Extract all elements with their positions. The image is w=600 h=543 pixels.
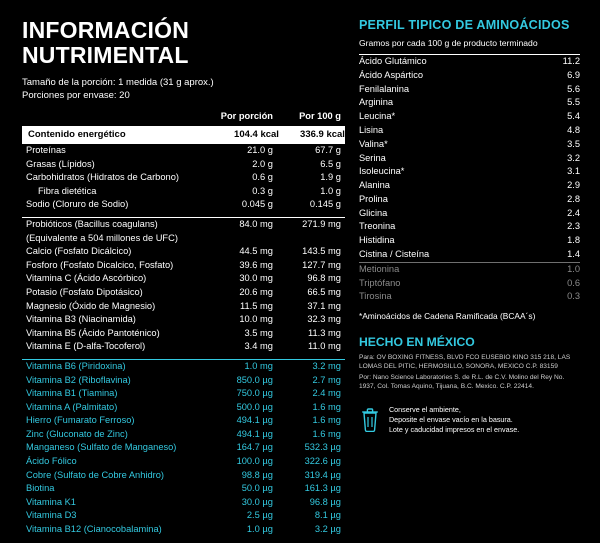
nutrient-name: Vitamina B6 (Piridoxina) xyxy=(22,359,211,373)
table-row xyxy=(359,179,580,193)
nutrient-name: Vitamina B2 (Riboflavina) xyxy=(26,374,131,385)
nutrient-per-100g: 66.5 mg xyxy=(307,286,341,297)
nutrient-per-portion: 500.0 µg xyxy=(236,401,273,412)
nutrition-column xyxy=(22,18,345,537)
nutrient-per-100g: 319.4 µg xyxy=(304,469,341,480)
table-row xyxy=(359,83,580,97)
table-row xyxy=(359,165,580,179)
table-row xyxy=(359,55,580,69)
table-row xyxy=(22,185,345,199)
nutrient-per-portion: 164.7 µg xyxy=(236,442,273,453)
nutrient-name: Fosforo (Fosfato Dicalcico, Fosfato) xyxy=(26,259,174,270)
amino-value: 2.9 xyxy=(567,180,580,191)
nutrient-per-portion: 2.5 µg xyxy=(246,510,273,521)
nutrient-per-100g: 0.145 g xyxy=(309,199,341,210)
amino-value: 5.5 xyxy=(567,97,580,108)
energy-per-portion: 104.4 kcal xyxy=(234,128,279,140)
nutrient-per-100g: 2.4 mg xyxy=(312,388,341,399)
amino-name: Isoleucina* xyxy=(358,166,405,177)
nutrient-per-portion: 20.6 mg xyxy=(239,286,273,297)
nutrient-per-portion: 44.5 mg xyxy=(239,246,273,257)
amino-value: 2.4 xyxy=(567,207,580,218)
amino-value: 2.8 xyxy=(567,193,580,204)
amino-title: PERFIL TIPICO DE AMINOÁCIDOS xyxy=(358,18,570,32)
amino-column xyxy=(345,18,580,537)
nutrient-per-100g: 322.6 µg xyxy=(304,456,341,467)
nutrient-name: Zinc (Gluconato de Zinc) xyxy=(26,428,128,439)
amino-value: 4.8 xyxy=(567,125,580,135)
table-row xyxy=(22,313,345,327)
servings-per-container: Porciones por envase: 20 xyxy=(22,90,130,101)
table-row xyxy=(359,220,580,234)
amino-value: 11.2 xyxy=(540,55,580,69)
nutrient-name: Fibra dietética xyxy=(38,185,97,196)
amino-subtitle: Gramos por cada 100 g de producto terminado xyxy=(358,38,538,48)
table-header-row xyxy=(22,110,345,126)
table-row xyxy=(22,340,345,354)
portion-size: Tamaño de la porción: 1 medida (31 g aprox.) xyxy=(22,77,214,88)
table-row xyxy=(22,373,345,387)
table-row xyxy=(22,428,345,442)
nutrient-per-100g: 8.1 µg xyxy=(314,510,341,521)
amino-value: 3.2 xyxy=(567,152,580,163)
amino-name: Triptófano xyxy=(358,277,401,288)
amino-name: Prolina xyxy=(358,193,388,204)
nutrient-per-portion: 10.0 mg xyxy=(239,314,273,325)
nutrient-per-100g: 96.8 µg xyxy=(309,496,341,507)
amino-value: 1.0 xyxy=(540,262,580,276)
nutrient-per-portion: 1.0 mg xyxy=(211,359,279,373)
table-row xyxy=(22,469,345,483)
energy-row xyxy=(22,126,345,144)
eco-line-3: Lote y caducidad impresos en el envase. xyxy=(388,425,520,435)
amino-name: Cistina / Cisteína xyxy=(358,249,430,260)
nutrient-per-100g: 67.7 g xyxy=(279,143,345,157)
page-title: INFORMACIÓN NUTRIMENTAL xyxy=(22,17,190,68)
table-row xyxy=(22,217,345,231)
nutrient-per-100g: 1.9 g xyxy=(320,172,341,183)
amino-name: Fenilalanina xyxy=(358,83,410,94)
table-row xyxy=(22,198,345,212)
nutrient-per-100g: 6.5 g xyxy=(320,158,341,169)
nutrient-name: Vitamina B5 (Ácido Pantoténico) xyxy=(26,327,160,338)
eco-line-1: Conserve el ambiente, xyxy=(388,405,461,415)
nutrient-per-100g: 127.7 mg xyxy=(302,259,341,270)
nutrient-per-portion: 0.045 g xyxy=(241,199,273,210)
nutrient-per-100g: 32.3 mg xyxy=(307,314,341,325)
amino-name: Arginina xyxy=(358,97,394,108)
amino-value: 1.4 xyxy=(567,249,580,260)
table-row xyxy=(359,138,580,152)
nutrient-per-portion: 98.8 µg xyxy=(241,469,273,480)
amino-value: 5.6 xyxy=(567,83,580,94)
amino-value: 3.1 xyxy=(567,166,580,177)
col-header-blank xyxy=(22,110,211,126)
nutrient-name: Ácido Fólico xyxy=(26,456,77,467)
table-row xyxy=(22,143,345,157)
table-row xyxy=(22,171,345,185)
manufacturer-address: Por: Nano Science Laboratories S. de R.L. de C.V. Molino del Rey No. 1937, Col. Tomas Aquino, Tijuana, B.C. Mexico. C.P. 22414. xyxy=(358,374,565,390)
nutrient-name: Grasas (Lípidos) xyxy=(26,158,95,169)
made-in-title: HECHO EN MÉXICO xyxy=(358,335,475,350)
amino-name: Ácido Aspártico xyxy=(358,69,424,80)
nutrient-name: Vitamina B1 (Tiamina) xyxy=(26,388,118,399)
table-row xyxy=(22,482,345,496)
nutrient-name: Carbohidratos (Hidratos de Carbono) xyxy=(26,172,179,183)
table-row xyxy=(22,509,345,523)
nutrient-per-100g: 3.2 µg xyxy=(314,524,341,535)
eco-text xyxy=(389,405,519,435)
amino-name: Valina* xyxy=(358,138,388,149)
nutrient-per-100g: 2.7 mg xyxy=(312,374,341,385)
nutrient-per-100g: 143.5 mg xyxy=(302,246,341,257)
nutrient-name: Proteínas xyxy=(22,143,211,157)
amino-name: Metionina xyxy=(359,262,540,276)
nutrient-name: Biotina xyxy=(26,483,55,494)
amino-name: Histidina xyxy=(358,235,395,246)
nutrient-per-portion: 1.0 µg xyxy=(246,524,273,535)
table-row xyxy=(359,151,580,165)
bcaa-footnote: *Aminoácidos de Cadena Ramificada (BCAA´s) xyxy=(358,311,536,322)
label-columns xyxy=(22,18,580,537)
nutrient-name: Vitamina K1 xyxy=(26,496,76,507)
amino-name: Alanina xyxy=(358,180,390,191)
energy-per-100g: 336.9 kcal xyxy=(300,128,345,140)
nutrient-per-portion: 39.6 mg xyxy=(239,259,273,270)
table-row xyxy=(359,290,580,304)
table-row xyxy=(22,523,345,537)
nutrient-per-portion: 2.0 g xyxy=(252,158,273,169)
eco-notice xyxy=(359,405,580,437)
amino-value: 6.9 xyxy=(567,69,580,80)
nutrient-per-100g xyxy=(279,231,345,245)
nutrient-per-portion: 84.0 mg xyxy=(211,217,279,231)
nutrient-per-portion: 30.0 mg xyxy=(239,273,273,284)
amino-name: Serina xyxy=(358,152,386,163)
nutrient-per-portion: 30.0 µg xyxy=(241,496,273,507)
table-row xyxy=(22,387,345,401)
table-row xyxy=(22,272,345,286)
nutrient-per-portion: 0.6 g xyxy=(252,172,273,183)
amino-value: 2.3 xyxy=(567,221,580,232)
table-row xyxy=(359,207,580,221)
nutrient-name: Vitamina B3 (Niacinamida) xyxy=(26,314,136,325)
amino-name: Glicina xyxy=(358,207,388,218)
nutrient-per-portion: 100.0 µg xyxy=(236,456,273,467)
nutrient-name: Magnesio (Óxido de Magnesio) xyxy=(26,300,156,311)
nutrient-name: Vitamina E (D-alfa-Tocoferol) xyxy=(26,341,146,352)
nutrient-name: Probióticos (Bacillus coagulans) xyxy=(22,217,211,231)
table-row xyxy=(22,327,345,341)
nutrient-name: Vitamina C (Ácido Ascórbico) xyxy=(26,273,147,284)
nutrient-per-100g: 37.1 mg xyxy=(307,300,341,311)
nutrient-per-portion: 3.4 mg xyxy=(244,341,273,352)
eco-line-2: Deposite el envase vacío en la basura. xyxy=(388,415,513,425)
col-header-per-100g: Por 100 g xyxy=(299,111,341,122)
nutrient-per-portion: 50.0 µg xyxy=(241,483,273,494)
nutrient-name: Potasio (Fosfato Dipotásico) xyxy=(26,286,143,297)
nutrient-per-100g: 271.9 mg xyxy=(279,217,345,231)
amino-name: Tirosina xyxy=(358,291,392,302)
nutrient-name: Vitamina B12 (Cianocobalamina) xyxy=(26,524,162,535)
table-row xyxy=(22,359,345,373)
nutrient-per-100g: 3.2 mg xyxy=(279,359,345,373)
amino-value: 0.3 xyxy=(567,291,580,302)
nutrient-per-portion: 750.0 µg xyxy=(236,388,273,399)
nutrient-name: Vitamina A (Palmitato) xyxy=(26,401,118,412)
table-row xyxy=(359,277,580,291)
table-row xyxy=(22,245,345,259)
table-row xyxy=(359,110,580,124)
nutrient-name: Manganeso (Sulfato de Manganeso) xyxy=(26,442,177,453)
table-row xyxy=(359,96,580,110)
nutrient-per-portion: 494.1 µg xyxy=(236,415,273,426)
amino-value: 5.4 xyxy=(567,111,580,122)
energy-label: Contenido energético xyxy=(28,128,126,140)
table-row xyxy=(22,231,345,245)
table-row xyxy=(359,234,580,248)
amino-name: Ácido Glutámico xyxy=(359,55,540,69)
amino-value: 0.6 xyxy=(567,277,580,288)
recycle-bin-icon xyxy=(359,406,381,437)
table-row xyxy=(359,262,580,276)
amino-name: Leucina* xyxy=(358,111,396,122)
amino-name: Treonina xyxy=(358,221,396,232)
amino-name: Lisina xyxy=(358,125,384,135)
table-row xyxy=(22,496,345,510)
table-row xyxy=(359,69,580,83)
table-row xyxy=(22,414,345,428)
table-row xyxy=(22,158,345,172)
table-row xyxy=(22,286,345,300)
table-row xyxy=(22,299,345,313)
distributor-address: Para: OV BOXING FITNESS, BLVD FCO EUSEBIO KINO 315 218, LAS LOMAS DEL PITIC, HERMOSILLO, SONORA, MEXICO C.P. 83159 xyxy=(358,354,571,370)
nutrient-per-100g: 1.6 mg xyxy=(312,415,341,426)
col-header-per-portion: Por porción xyxy=(220,111,273,122)
nutrient-per-portion: 3.5 mg xyxy=(244,327,273,338)
nutrient-name: Sodio (Cloruro de Sodio) xyxy=(26,199,129,210)
nutrient-name: Cobre (Sulfato de Cobre Anhidro) xyxy=(26,469,164,480)
table-row xyxy=(22,259,345,273)
nutrient-per-100g: 96.8 mg xyxy=(307,273,341,284)
nutrient-per-100g: 11.3 mg xyxy=(308,327,341,338)
table-row xyxy=(359,193,580,207)
nutrient-name: Hierro (Fumarato Ferroso) xyxy=(26,415,135,426)
amino-value: 1.8 xyxy=(567,235,580,246)
nutrient-name: Calcio (Fosfato Dicálcico) xyxy=(26,246,132,257)
nutrient-per-portion: 21.0 g xyxy=(211,143,279,157)
nutrient-per-portion: 0.3 g xyxy=(252,185,273,196)
nutrient-per-portion: 494.1 µg xyxy=(236,428,273,439)
nutrient-per-portion: 11.5 mg xyxy=(240,300,273,311)
nutrient-name: (Equivalente a 504 millones de UFC) xyxy=(26,232,178,243)
nutrient-per-portion xyxy=(211,231,279,245)
nutrient-per-100g: 161.3 µg xyxy=(304,483,341,494)
nutrition-table xyxy=(22,110,345,537)
nutrient-per-100g: 11.0 mg xyxy=(308,341,341,352)
table-row xyxy=(359,248,580,262)
amino-value: 3.5 xyxy=(567,138,580,149)
table-row xyxy=(22,401,345,415)
table-row xyxy=(22,441,345,455)
nutrient-per-100g: 1.6 mg xyxy=(312,401,341,412)
amino-table xyxy=(359,54,580,304)
nutrient-per-portion: 850.0 µg xyxy=(236,374,273,385)
table-row xyxy=(22,455,345,469)
nutrient-per-100g: 532.3 µg xyxy=(304,442,341,453)
nutrient-per-100g: 1.0 g xyxy=(320,185,341,196)
table-row xyxy=(359,124,580,138)
nutrient-per-100g: 1.6 mg xyxy=(312,428,341,439)
nutrient-name: Vitamina D3 xyxy=(26,510,77,521)
